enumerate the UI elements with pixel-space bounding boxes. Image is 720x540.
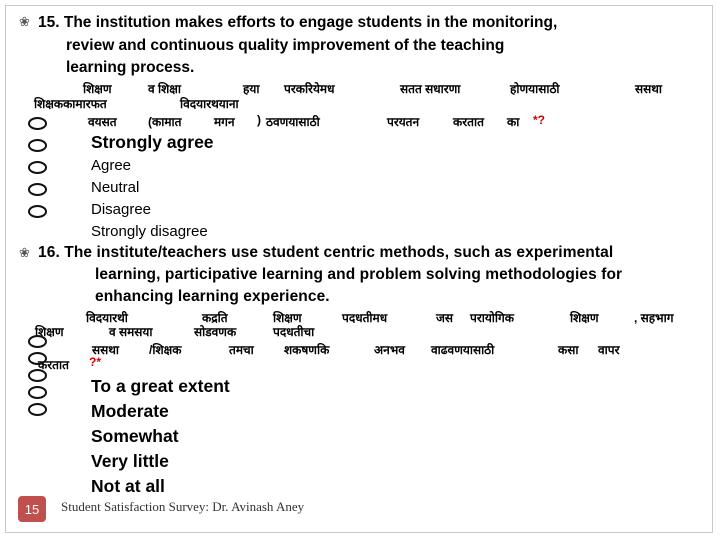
footer-credit: Student Satisfaction Survey: Dr. Avinash Aney xyxy=(61,499,305,514)
radio-somewhat[interactable] xyxy=(28,369,47,382)
q16-marathi-word: ससथा xyxy=(92,343,120,357)
option-label: Disagree xyxy=(91,201,152,218)
required-marker: ?* xyxy=(89,355,101,369)
radio-to-a-great-extent[interactable] xyxy=(28,335,47,348)
q15-line2: review and continuous quality improvement of the teaching xyxy=(66,37,505,54)
q16-marathi-word: शकषणकि xyxy=(284,343,330,357)
q16-marathi-word: तमचा xyxy=(229,343,254,357)
q15-marathi-word: हया xyxy=(243,82,260,96)
option-label: Somewhat xyxy=(91,426,179,446)
radio-agree[interactable] xyxy=(28,139,47,152)
q16-marathi-word: कद्रति xyxy=(202,311,228,325)
q15-marathi-word: शिक्षककामारफत xyxy=(34,97,107,111)
q15-marathi-word: परयतन xyxy=(387,115,420,129)
q15-line1: 15. The institution makes efforts to engage students in the monitoring, xyxy=(38,14,558,31)
q15-marathi-word: ठवणयासाठी xyxy=(266,115,320,129)
radio-strongly-disagree[interactable] xyxy=(28,205,47,218)
radio-very-little[interactable] xyxy=(28,386,47,399)
q16-marathi-word: करतात xyxy=(38,358,69,372)
q16-marathi-word: वापर xyxy=(598,343,620,357)
q16-line1: 16. The institute/teachers use student centric methods, such as experimental xyxy=(38,244,614,261)
q15-marathi-word: का xyxy=(507,115,520,129)
q16-marathi-word: पदधतीचा xyxy=(273,325,315,339)
q16-marathi-word: व समसया xyxy=(109,325,153,339)
option-label: Strongly agree xyxy=(91,132,214,152)
q16-marathi-word: विदयारथी xyxy=(86,311,128,325)
option-label: Moderate xyxy=(91,401,169,421)
q16-marathi-word: जस xyxy=(436,311,454,325)
option-label: Neutral xyxy=(91,179,140,196)
q15-marathi-word: (कामात xyxy=(148,115,182,129)
option-label: To a great extent xyxy=(91,376,230,396)
option-label: Not at all xyxy=(91,476,165,496)
option-label: Agree xyxy=(91,157,132,174)
q16-marathi-word: सोडवणक xyxy=(194,325,237,339)
q15-line3: learning process. xyxy=(66,59,195,76)
q16-line2: learning, participative learning and problem solving methodologies for xyxy=(95,266,623,283)
q15-marathi-word: व शिक्षा xyxy=(148,82,181,96)
q16-marathi-word: शिक्षण xyxy=(273,311,302,325)
q16-marathi-word: , सहभाग xyxy=(634,311,674,325)
q15-marathi-word: विदयारथयाना xyxy=(180,97,239,111)
radio-strongly-agree[interactable] xyxy=(28,117,47,130)
radio-neutral[interactable] xyxy=(28,161,47,174)
q16-marathi-word: /शिक्षक xyxy=(149,343,182,357)
radio-disagree[interactable] xyxy=(28,183,47,196)
q16-marathi-word: शिक्षण xyxy=(35,325,64,339)
required-marker: *? xyxy=(533,113,545,127)
q16-marathi-word: परायोगिक xyxy=(470,311,514,325)
q15-marathi-word: ) xyxy=(257,113,261,127)
page-number-badge: 15 xyxy=(18,496,46,522)
q15-marathi-word: वयसत xyxy=(88,115,117,129)
q16-marathi-word: वाढवणयासाठी xyxy=(431,343,495,357)
q16-marathi-word: कसा xyxy=(558,343,579,357)
q16-marathi-word: पदधतीमध xyxy=(342,311,388,325)
radio-not-at-all[interactable] xyxy=(28,403,47,416)
bullet-icon-q16: ❀ xyxy=(19,245,30,260)
q15-marathi-word: परकरियेमध xyxy=(284,82,335,96)
option-label: Strongly disagree xyxy=(91,223,208,240)
q15-marathi-word: होणयासाठी xyxy=(510,82,560,96)
bullet-icon-q15: ❀ xyxy=(19,14,30,29)
q16-line3: enhancing learning experience. xyxy=(95,288,330,305)
q15-marathi-word: मगन xyxy=(214,115,235,129)
radio-moderate[interactable] xyxy=(28,352,47,365)
q15-marathi-word: सतत सधारणा xyxy=(400,82,461,96)
q15-marathi-word: ससथा xyxy=(635,82,663,96)
q15-marathi-word: शिक्षण xyxy=(83,82,112,96)
q16-marathi-word: अनभव xyxy=(374,343,405,357)
option-label: Very little xyxy=(91,451,169,471)
q15-marathi-word: करतात xyxy=(453,115,484,129)
q16-marathi-word: शिक्षण xyxy=(570,311,599,325)
